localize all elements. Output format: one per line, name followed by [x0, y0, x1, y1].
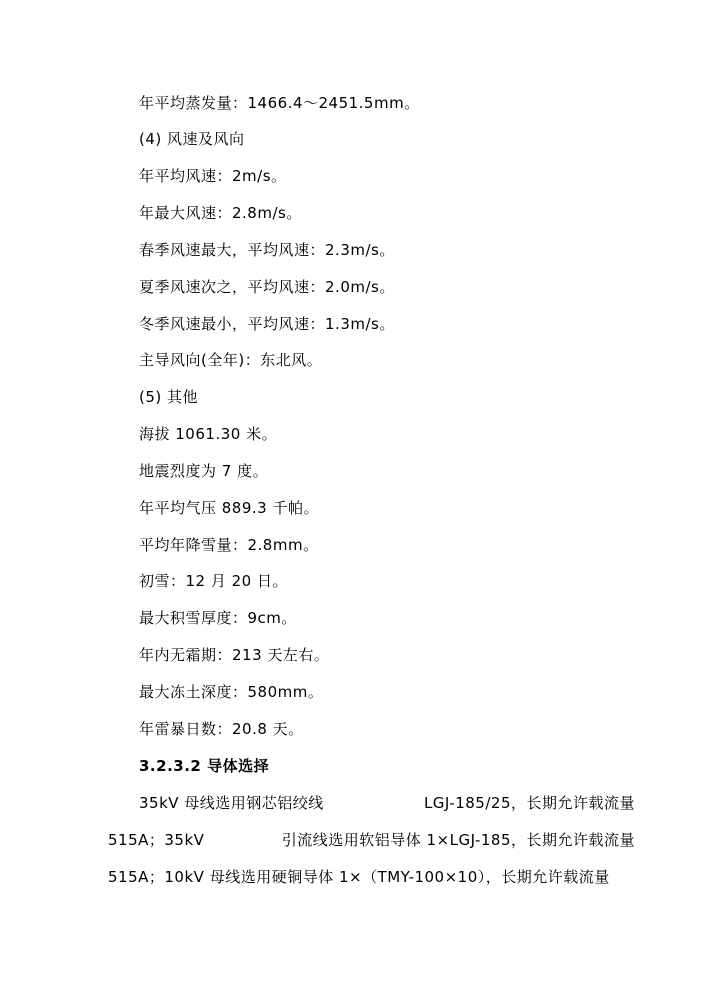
paragraph-text: LGJ-185/25，长期允许载流量: [423, 794, 635, 812]
text-line: 春季风速最大，平均风速：2.3m/s。: [139, 241, 395, 259]
text-line: 年内无霜期：213 天左右。: [139, 646, 330, 664]
section-4-title: (4) 风速及风向: [139, 130, 245, 148]
text-line: 初雪：12 月 20 日。: [139, 572, 288, 590]
paragraph-row: [139, 793, 635, 813]
text-line: 年平均风速：2m/s。: [139, 167, 287, 185]
text-line: 年雷暴日数：20.8 天。: [139, 720, 304, 738]
text-line: 冬季风速最小，平均风速：1.3m/s。: [139, 315, 395, 333]
text-line: 主导风向(全年)：东北风。: [139, 351, 323, 369]
text-line: 最大积雪厚度：9cm。: [139, 609, 297, 627]
section-heading: 3.2.3.2 导体选择: [139, 757, 270, 775]
paragraph-text: 引流线选用软铝导体 1×LGJ-185，长期允许载流量: [281, 831, 635, 849]
text-line: 海拔 1061.30 米。: [139, 425, 278, 443]
text-line: 平均年降雪量：2.8mm。: [139, 536, 319, 554]
paragraph-text: 35kV 母线选用钢芯铝绞线: [139, 794, 324, 812]
paragraph-row: [108, 830, 635, 850]
section-5-title: (5) 其他: [139, 388, 199, 406]
text-line: 年最大风速：2.8m/s。: [139, 204, 302, 222]
paragraph-text: 515A；10kV 母线选用硬铜导体 1×（TMY-100×10），长期允许载流量: [108, 868, 610, 886]
text-line: 年平均蒸发量：1466.4～2451.5mm。: [139, 94, 420, 112]
paragraph-text: 515A；35kV: [108, 831, 205, 849]
text-line: 夏季风速次之，平均风速：2.0m/s。: [139, 278, 395, 296]
text-line: 最大冻土深度：580mm。: [139, 683, 324, 701]
text-line: 年平均气压 889.3 千帕。: [139, 499, 319, 517]
text-line: 地震烈度为 7 度。: [139, 462, 269, 480]
